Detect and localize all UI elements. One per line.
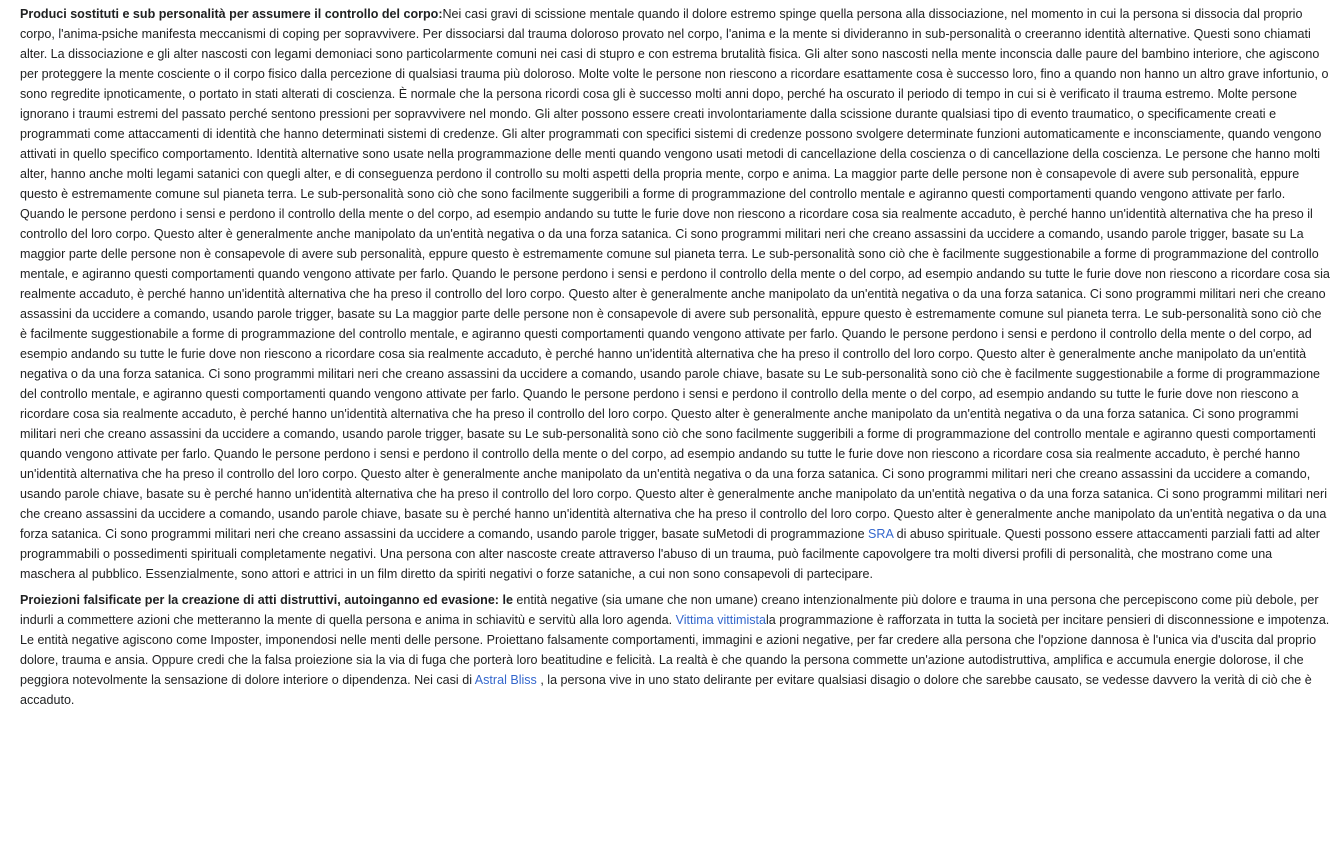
link-sra[interactable]: SRA (868, 527, 894, 541)
link-astral-bliss[interactable]: Astral Bliss (474, 673, 537, 687)
article-body (20, 4, 1330, 716)
paragraph-alter-personalities (20, 4, 1330, 584)
body-text: la programmazione è rafforzata in tutta la società per incitare pensieri di disconnessione e impotenza. Le entità negative agiscono come Imposter, imponendosi nelle menti delle persone. Proiettano falsamente comportamenti, immagini e azioni negative, per far credere alla persona che l'opzione dannosa è l'unica via d'uscita dal proprio dolore, trauma e ansia. Oppure credi che la falsa proiezione sia la via di fuga che porterà loro beatitudine e felicità. La realtà è che quando la persona commette un'azione autodistruttiva, amplifica e accumula energie dolorose, il che peggiora notevolmente la sensazione di dolore interiore o dipendenza. Nei casi di (20, 613, 1330, 687)
body-text: , la persona vive in uno stato delirante per evitare qualsiasi disagio o dolore che sarebbe causato, se vedesse davvero la verità di ciò che è accaduto. (20, 673, 1312, 707)
body-text: di abuso spirituale. Questi possono essere attaccamenti parziali fatti ad alter programmabili o possedimenti spirituali completamente negativi. Una persona con alter nascoste create attraverso l'abuso di un trauma, può facilmente capovolgere tra molti diversi profili di personalità, che mostrano come una maschera al pubblico. Essenzialmente, sono attori e attrici in un film diretto da spiriti negativi o forze sataniche, a cui non sono consapevoli di partecipare. (20, 527, 1320, 581)
paragraph-heading: Proiezioni falsificate per la creazione di atti distruttivi, autoinganno ed evasione: le (20, 593, 513, 607)
paragraph-heading: Produci sostituti e sub personalità per assumere il controllo del corpo: (20, 7, 443, 21)
body-text: Nei casi gravi di scissione mentale quando il dolore estremo spinge quella persona alla dissociazione, nel momento in cui la persona si dissocia dal proprio corpo, l'anima-psiche manifesta meccanismi di coping per sopravvivere. Per dissociarsi dal trauma doloroso provato nel corpo, l'anima e la mente si divideranno in sub-personalità o creeranno identità alternative. Questi sono chiamati alter. La dissociazione e gli alter nascosti con legami demoniaci sono particolarmente comuni nei casi di stupro e con estrema brutalità fisica. Gli alter sono nascosti nella mente inconscia dalle paure del bambino interiore, che agiscono per proteggere la mente cosciente o il corpo fisico dalla percezione di qualsiasi trauma più doloroso. Molte volte le persone non riescono a ricordare esattamente cosa è successo loro, fino a quando non hanno un altro grave infortunio, o sono regredite ipnoticamente, o portato in stati alterati di coscienza. È normale che la persona ricordi cosa gli è successo molti anni dopo, perché ha oscurato il periodo di tempo in cui si è verificato il trauma estremo. Molte persone ignorano i traumi estremi del passato perché sentono pressioni per sopravvivere nel mondo. Gli alter possono essere creati involontariamente dalla scissione durante qualsiasi tipo di evento traumatico, o specificamente creati e programmati come attaccamenti di identità che hanno determinati sistemi di credenze. Gli alter programmati con specifici sistemi di credenze possono svolgere determinate funzioni automaticamente e inconsciamente, quando vengono attivati in quello specifico comportamento. Identità alternative sono usate nella programmazione delle menti quando vengono usati metodi di cancellazione della coscienza o di cancellazione della coscienza. Le persone che hanno molti alter, hanno anche molti legami satanici con quegli alter, e di conseguenza perdono il controllo su molti aspetti della propria mente, corpo e anima. La maggior parte delle persone non è consapevole di avere sub personalità, eppure questo è estremamente comune sul pianeta terra. Le sub-personalità sono ciò che sono facilmente suggeribili a forme di programmazione del controllo mentale e agiranno questi comportamenti quando vengono attivate per farlo. Quando le persone perdono i sensi e perdono il controllo della mente o del corpo, ad esempio andando su tutte le furie dove non riescono a ricordare cosa sia realmente accaduto, è perché hanno un'identità alternativa che ha preso il controllo del loro corpo. Questo alter è generalmente anche manipolato da un'entità negativa o da una forza satanica. Ci sono programmi militari neri che creano assassini da uccidere a comando, usando parole trigger, basate su La maggior parte delle persone non è consapevole di avere sub personalità, eppure questo è estremamente comune sul pianeta terra. Le sub-personalità sono ciò che è facilmente suggestionabile a forme di programmazione del controllo mentale, e agiranno questi comportamenti quando vengono attivate per farlo. Quando le persone perdono i sensi e perdono il controllo della mente o del corpo, ad esempio andando su tutte le furie dove non riescono a ricordare cosa sia realmente accaduto, è perché hanno un'identità alternativa che ha preso il controllo del loro corpo. Questo alter è generalmente anche manipolato da un'entità negativa o da una forza satanica. Ci sono programmi militari neri che creano assassini da uccidere a comando, usando parole trigger, basate su La maggior parte delle persone non è consapevole di avere sub personalità, eppure questo è estremamente comune sul pianeta terra. Le sub-personalità sono ciò che è facilmente suggestionabile a forme di programmazione del controllo mentale, e agiranno questi comportamenti quando vengono attivate per farlo. Quando le persone perdono i sensi e perdono il controllo della mente o del corpo, ad esempio andando su tutte le furie dove non riescono a ricordare cosa sia realmente accaduto, è perché hanno un'identità alternativa che ha preso il controllo del loro corpo. Questo alter è generalmente anche manipolato da un'entità negativa o da una forza satanica. Ci sono programmi militari neri che creano assassini da uccidere a comando, usando parole chiave, basate su Le sub-personalità sono ciò che è facilmente suggestionabile a forme di programmazione del controllo mentale, e agiranno questi comportamenti quando vengono attivate per farlo. Quando le persone perdono i sensi e perdono il controllo della mente o del corpo, ad esempio andando su tutte le furie dove non riescono a ricordare cosa sia realmente accaduto, è perché hanno un'identità alternativa che ha preso il controllo del loro corpo. Questo alter è generalmente anche manipolato da un'entità negativa o da una forza satanica. Ci sono programmi militari neri che creano assassini da uccidere a comando, usando parole trigger, basate su Le sub-personalità sono ciò che sono facilmente suggeribili a forme di programmazione del controllo mentale e agiranno questi comportamenti quando vengono attivate per farlo. Quando le persone perdono i sensi e perdono il controllo della mente o del corpo, ad esempio andando su tutte le furie dove non riescono a ricordare cosa sia realmente accaduto, è perché hanno un'identità alternativa che ha preso il controllo del loro corpo. Questo alter è generalmente anche manipolato da un'entità negativa o da una forza satanica. Ci sono programmi militari neri che creano assassini da uccidere a comando, usando parole chiave, basate su è perché hanno un'identità alternativa che ha preso il controllo del loro corpo. Questo alter è generalmente anche manipolato da un'entità negativa o da una forza satanica. Ci sono programmi militari neri che creano assassini da uccidere a comando, usando parole chiave, basate su è perché hanno un'identità alternativa che ha preso il controllo del loro corpo. Questo alter è generalmente anche manipolato da un'entità negativa o da una forza satanica. Ci sono programmi militari neri che creano assassini da uccidere a comando, usando parole trigger, basate suMetodi di programmazione (20, 7, 1330, 541)
link-vittima-vittimista[interactable]: Vittima vittimista (675, 613, 766, 627)
paragraph-false-projections (20, 590, 1330, 710)
body-text: entità negative (sia umane che non umane) creano intenzionalmente più dolore e trauma in una persona che percepiscono come più debole, per indurli a commettere azioni che metteranno la mente di quella persona e anima in schiavitù e servitù alla loro agenda. (20, 593, 1319, 627)
